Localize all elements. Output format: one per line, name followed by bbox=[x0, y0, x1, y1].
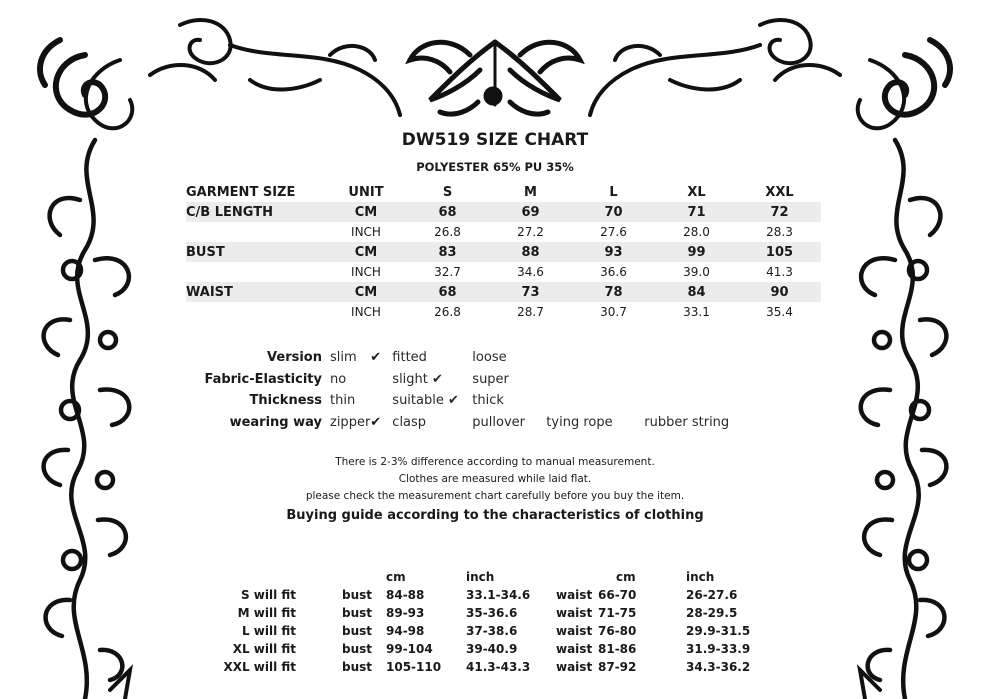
waist-cm: 71-75 bbox=[598, 606, 637, 620]
value-cell: 99 bbox=[655, 242, 738, 262]
option-text: zipper bbox=[330, 414, 371, 430]
bust-label: bust bbox=[342, 660, 373, 674]
fit-size-label: XL will fit bbox=[232, 642, 296, 656]
bust-label: bust bbox=[342, 588, 373, 602]
value-cell: 72 bbox=[738, 202, 821, 222]
waist-cm: 81-86 bbox=[598, 642, 637, 656]
bust-inch: 37-38.6 bbox=[466, 624, 518, 638]
table-row bbox=[218, 658, 750, 676]
value-cell: 90 bbox=[738, 282, 821, 302]
value-cell: 26.8 bbox=[434, 305, 461, 319]
buying-guide-title: Buying guide according to the characteristics of clothing bbox=[286, 508, 704, 523]
option-text bbox=[392, 369, 472, 391]
option-text: fitted bbox=[392, 350, 427, 366]
column-header-garment-size: GARMENT SIZE bbox=[186, 184, 296, 200]
table-row bbox=[186, 222, 821, 242]
value-cell: 69 bbox=[489, 202, 572, 222]
unit-cell: INCH bbox=[351, 305, 381, 319]
waist-label: waist bbox=[556, 624, 593, 638]
option-text: rubber string bbox=[644, 414, 730, 430]
column-header-cm: cm bbox=[616, 570, 636, 584]
material-subtitle: POLYESTER 65% PU 35% bbox=[416, 160, 574, 174]
page-title: DW519 SIZE CHART bbox=[401, 130, 589, 150]
waist-inch: 28-29.5 bbox=[686, 606, 738, 620]
bust-inch: 39-40.9 bbox=[466, 642, 518, 656]
row-label bbox=[186, 262, 326, 282]
check-mark-icon: ✔ bbox=[370, 350, 382, 366]
column-header-xxl: XXL bbox=[765, 184, 794, 200]
column-header-m: M bbox=[524, 184, 537, 200]
column-header-l: L bbox=[609, 184, 618, 200]
value-cell: 84 bbox=[655, 282, 738, 302]
bust-inch: 35-36.6 bbox=[466, 606, 518, 620]
value-cell: 28.3 bbox=[766, 225, 793, 239]
size-table-header-row bbox=[186, 182, 821, 202]
option-text: suitable bbox=[392, 393, 444, 409]
unit-cell: INCH bbox=[351, 225, 381, 239]
option-text: slim bbox=[330, 350, 357, 366]
value-cell: 39.0 bbox=[683, 265, 710, 279]
waist-label: waist bbox=[556, 660, 593, 674]
waist-cm: 66-70 bbox=[598, 588, 637, 602]
value-cell: 71 bbox=[655, 202, 738, 222]
check-mark-icon: ✔ bbox=[448, 393, 459, 409]
fit-guide-header-row bbox=[218, 568, 750, 586]
value-cell: 78 bbox=[572, 282, 655, 302]
bust-label: bust bbox=[342, 624, 373, 638]
note-line: please check the measurement chart carefully before you buy the item. bbox=[305, 490, 685, 502]
value-cell: 105 bbox=[738, 242, 821, 262]
option-text: pullover bbox=[472, 414, 526, 430]
option-text: clasp bbox=[392, 414, 427, 430]
option-text: thick bbox=[472, 393, 504, 409]
left-vine bbox=[44, 140, 130, 699]
option-text bbox=[392, 390, 472, 412]
table-row bbox=[218, 604, 750, 622]
bust-cm: 105-110 bbox=[386, 660, 442, 674]
value-cell: 68 bbox=[406, 282, 489, 302]
property-label: Version bbox=[267, 350, 322, 366]
column-header-inch: inch bbox=[686, 570, 715, 584]
row-label bbox=[186, 302, 326, 322]
value-cell: 27.6 bbox=[600, 225, 627, 239]
value-cell: 88 bbox=[489, 242, 572, 262]
property-row-elasticity bbox=[190, 369, 729, 391]
bust-label: bust bbox=[342, 606, 373, 620]
row-label: C/B LENGTH bbox=[186, 202, 326, 222]
option-text: thin bbox=[330, 393, 356, 409]
row-label bbox=[186, 222, 326, 242]
table-row bbox=[186, 302, 821, 322]
waist-cm: 87-92 bbox=[598, 660, 637, 674]
unit-cell: INCH bbox=[351, 265, 381, 279]
value-cell: 83 bbox=[406, 242, 489, 262]
value-cell: 28.0 bbox=[683, 225, 710, 239]
value-cell: 32.7 bbox=[434, 265, 461, 279]
column-header-xl: XL bbox=[687, 184, 706, 200]
table-row bbox=[186, 262, 821, 282]
table-row bbox=[186, 282, 821, 302]
bust-label: bust bbox=[342, 642, 373, 656]
bust-cm: 84-88 bbox=[386, 588, 425, 602]
waist-inch: 26-27.6 bbox=[686, 588, 738, 602]
fit-size-label: XXL will fit bbox=[223, 660, 296, 674]
bust-cm: 99-104 bbox=[386, 642, 433, 656]
option-text: loose bbox=[472, 350, 507, 366]
fit-guide-table bbox=[218, 568, 750, 676]
waist-inch: 31.9-33.9 bbox=[686, 642, 751, 656]
value-cell: 41.3 bbox=[766, 265, 793, 279]
unit-cell: CM bbox=[326, 242, 406, 262]
option-text: super bbox=[472, 371, 509, 387]
bust-cm: 94-98 bbox=[386, 624, 425, 638]
note-line: Clothes are measured while laid flat. bbox=[398, 473, 592, 485]
right-vine bbox=[861, 140, 947, 699]
waist-label: waist bbox=[556, 606, 593, 620]
unit-cell: CM bbox=[326, 202, 406, 222]
measurement-notes bbox=[0, 454, 990, 505]
value-cell: 28.7 bbox=[517, 305, 544, 319]
bust-cm: 89-93 bbox=[386, 606, 425, 620]
value-cell: 93 bbox=[572, 242, 655, 262]
waist-inch: 29.9-31.5 bbox=[686, 624, 751, 638]
value-cell: 68 bbox=[406, 202, 489, 222]
value-cell: 35.4 bbox=[766, 305, 793, 319]
property-label: Fabric-Elasticity bbox=[204, 371, 322, 387]
value-cell: 30.7 bbox=[600, 305, 627, 319]
column-header-s: S bbox=[442, 184, 453, 200]
top-center-ornament bbox=[410, 42, 580, 114]
fabric-properties-table bbox=[190, 347, 729, 433]
value-cell: 73 bbox=[489, 282, 572, 302]
value-cell: 33.1 bbox=[683, 305, 710, 319]
column-header-cm: cm bbox=[386, 570, 406, 584]
table-row bbox=[186, 242, 821, 262]
note-line: There is 2-3% difference according to manual measurement. bbox=[335, 456, 655, 468]
value-cell: 34.6 bbox=[517, 265, 544, 279]
property-label: Thickness bbox=[249, 393, 322, 409]
fit-size-label: L will fit bbox=[241, 624, 296, 638]
property-row-version bbox=[190, 347, 729, 369]
option-text: tying rope bbox=[546, 414, 613, 430]
unit-cell: CM bbox=[326, 282, 406, 302]
value-cell: 36.6 bbox=[600, 265, 627, 279]
waist-label: waist bbox=[556, 642, 593, 656]
row-label: WAIST bbox=[186, 282, 326, 302]
fit-size-label: S will fit bbox=[240, 588, 296, 602]
check-mark-icon: ✔ bbox=[370, 414, 382, 430]
table-row bbox=[186, 202, 821, 222]
waist-inch: 34.3-36.2 bbox=[686, 660, 751, 674]
option-text: no bbox=[330, 371, 347, 387]
table-row bbox=[218, 586, 750, 604]
value-cell: 27.2 bbox=[517, 225, 544, 239]
property-row-wearing-way bbox=[190, 412, 729, 434]
bust-inch: 33.1-34.6 bbox=[466, 588, 531, 602]
property-row-thickness bbox=[190, 390, 729, 412]
fit-size-label: M will fit bbox=[237, 606, 296, 620]
property-label: wearing way bbox=[229, 414, 322, 430]
waist-cm: 76-80 bbox=[598, 624, 637, 638]
bust-inch: 41.3-43.3 bbox=[466, 660, 531, 674]
value-cell: 26.8 bbox=[434, 225, 461, 239]
waist-label: waist bbox=[556, 588, 593, 602]
column-header-inch: inch bbox=[466, 570, 495, 584]
table-row bbox=[218, 640, 750, 658]
option-text: slight bbox=[392, 371, 428, 387]
row-label: BUST bbox=[186, 242, 326, 262]
table-row bbox=[218, 622, 750, 640]
check-mark-icon: ✔ bbox=[432, 371, 443, 387]
value-cell: 70 bbox=[572, 202, 655, 222]
column-header-unit: UNIT bbox=[348, 184, 384, 200]
size-chart-table bbox=[186, 182, 821, 322]
